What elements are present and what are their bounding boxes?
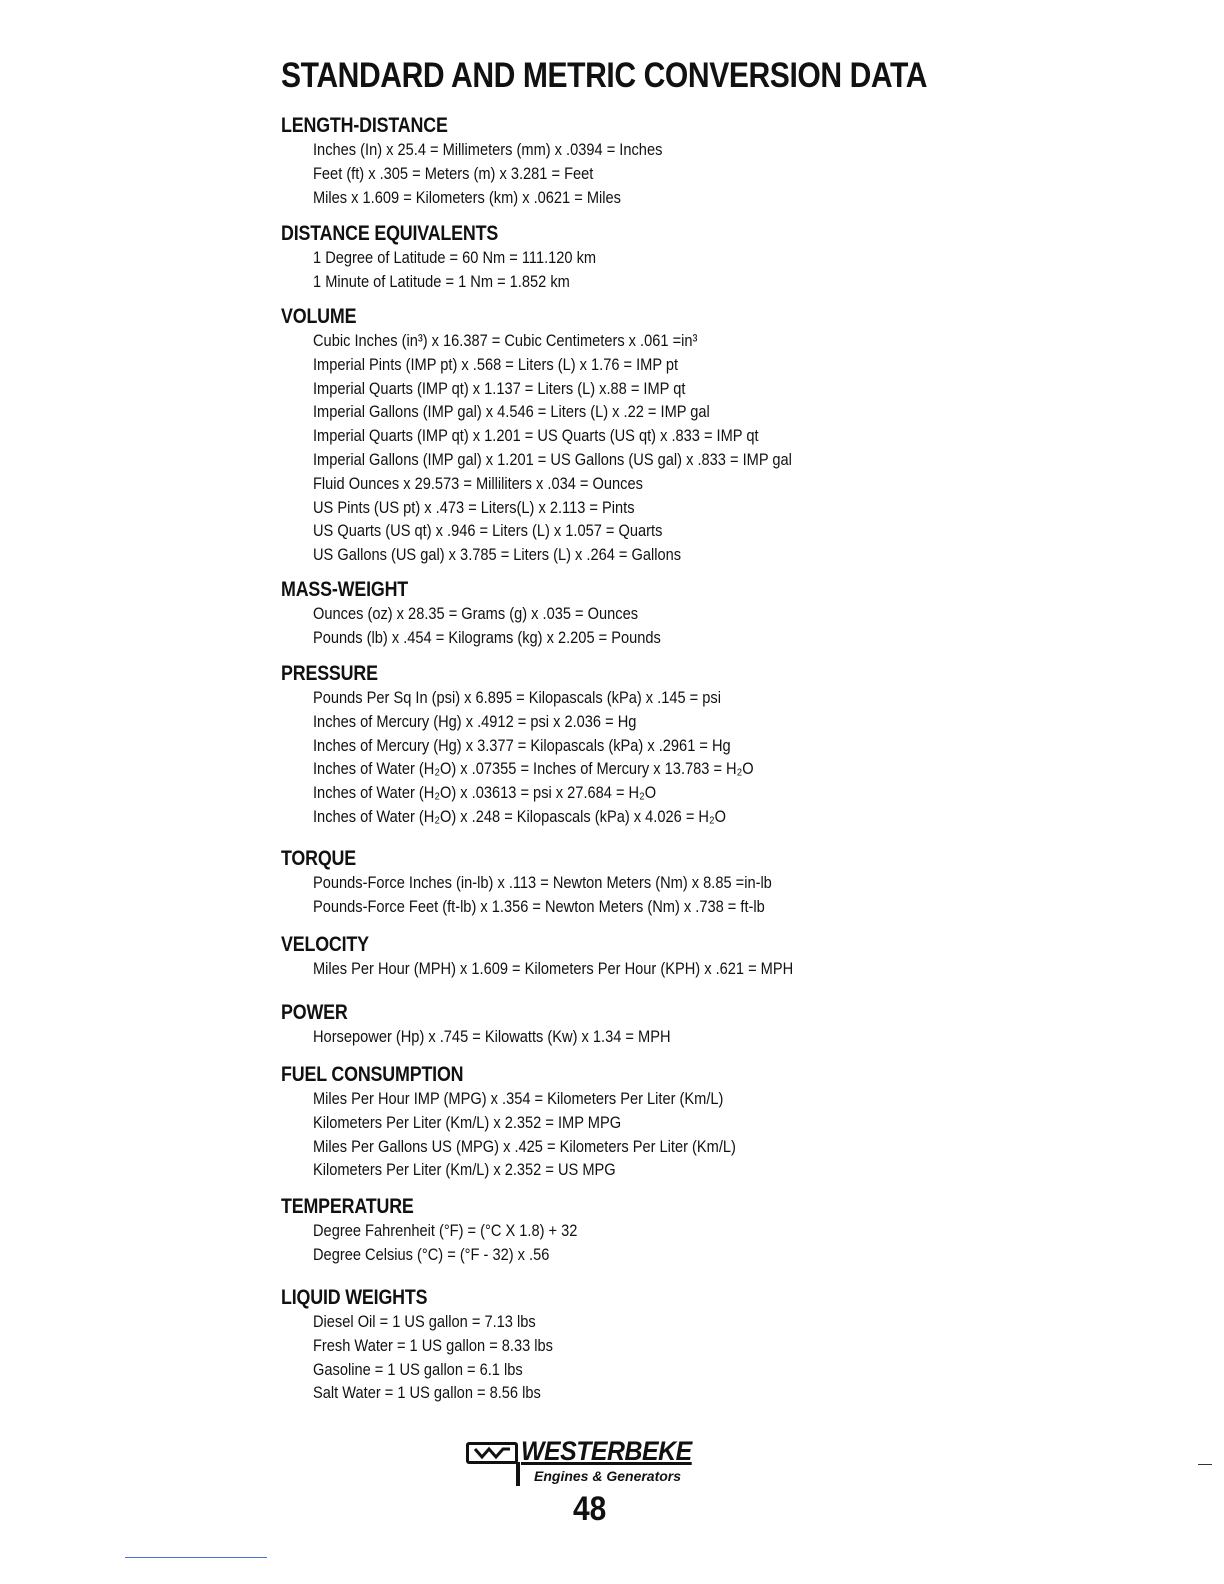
conversion-line: Feet (ft) x .305 = Meters (m) x 3.281 = Feet [313,163,594,183]
conversion-line: Inches of Water (H₂O) x .07355 = Inches of Mercury x 13.783 = H₂O [313,759,754,779]
conversion-line: Imperial Gallons (IMP gal) x 1.201 = US Gallons (US gal) x .833 = IMP gal [313,449,792,469]
conversion-line: Miles Per Gallons US (MPG) x .425 = Kilometers Per Liter (Km/L) [313,1136,736,1156]
conversion-line: US Gallons (US gal) x 3.785 = Liters (L) x .264 = Gallons [313,545,682,565]
conversion-line: Cubic Inches (in³) x 16.387 = Cubic Centimeters x .061 =in³ [313,331,698,350]
section-power [281,1001,1161,1049]
conversion-line: Ounces (oz) x 28.35 = Grams (g) x .035 = Ounces [313,604,639,623]
conversion-line: Horsepower (Hp) x .745 = Kilowatts (Kw) x 1.34 = MPH [313,1027,671,1046]
logo-stem [516,1462,520,1486]
conversion-list [281,138,1161,209]
section-pressure [281,662,1161,829]
section-volume [281,305,1161,567]
logo-tagline: Engines & Generators [534,1468,682,1484]
conversion-line: Imperial Pints (IMP pt) x .568 = Liters (L) x 1.76 = IMP pt [313,354,679,374]
conversion-line: Inches (In) x 25.4 = Millimeters (mm) x .0394 = Inches [313,140,663,159]
section-heading: LENGTH-DISTANCE [281,114,448,137]
conversion-list [281,957,1161,981]
conversion-list [281,871,1161,919]
section-heading: DISTANCE EQUIVALENTS [281,222,499,245]
section-length-distance [281,114,1161,209]
section-heading: VOLUME [281,305,357,328]
section-heading: VELOCITY [281,933,369,956]
conversion-list [281,329,1161,567]
section-fuel-consumption [281,1063,1161,1182]
section-torque [281,847,1161,919]
conversion-list [281,1310,1161,1405]
conversion-list [281,246,1161,294]
conversion-line: Degree Celsius (°C) = (°F - 32) x .56 [313,1244,550,1264]
section-mass-weight [281,578,1161,650]
conversion-line: Inches of Mercury (Hg) x 3.377 = Kilopascals (kPa) x .2961 = Hg [313,735,731,755]
logo-emblem-icon [466,1442,518,1464]
conversion-line: Pounds-Force Inches (in-lb) x .113 = Newton Meters (Nm) x 8.85 =in-lb [313,873,772,892]
section-velocity [281,933,1161,981]
conversion-line: Degree Fahrenheit (°F) = (°C X 1.8) + 32 [313,1221,578,1240]
conversion-list [281,686,1161,829]
footer-rule [125,1557,267,1558]
conversion-line: Imperial Quarts (IMP qt) x 1.137 = Liters (L) x.88 = IMP qt [313,378,686,398]
conversion-line: US Quarts (US qt) x .946 = Liters (L) x 1.057 = Quarts [313,521,663,541]
westerbeke-logo [466,1436,726,1492]
conversion-line: Fluid Ounces x 29.573 = Milliliters x .034 = Ounces [313,473,643,493]
section-heading: FUEL CONSUMPTION [281,1063,464,1086]
conversion-line: Pounds-Force Feet (ft-lb) x 1.356 = Newton Meters (Nm) x .738 = ft-lb [313,896,765,916]
conversion-list [281,1025,1161,1049]
conversion-list [281,602,1161,650]
section-heading: MASS-WEIGHT [281,578,409,601]
conversion-list [281,1087,1161,1182]
conversion-line: Kilometers Per Liter (Km/L) x 2.352 = IMP MPG [313,1112,622,1132]
section-distance-equivalents [281,222,1161,294]
conversion-line: Fresh Water = 1 US gallon = 8.33 lbs [313,1335,554,1355]
conversion-line: Miles Per Hour (MPH) x 1.609 = Kilometers Per Hour (KPH) x .621 = MPH [313,959,794,978]
section-heading: LIQUID WEIGHTS [281,1286,428,1309]
conversion-line: Imperial Quarts (IMP qt) x 1.201 = US Quarts (US qt) x .833 = IMP qt [313,426,759,446]
page-number: 48 [573,1490,607,1528]
conversion-list [281,1219,1161,1267]
conversion-line: Pounds Per Sq In (psi) x 6.895 = Kilopascals (kPa) x .145 = psi [313,688,721,707]
page-title: STANDARD AND METRIC CONVERSION DATA [281,56,928,95]
conversion-line: Inches of Mercury (Hg) x .4912 = psi x 2.036 = Hg [313,711,637,731]
conversion-line: Salt Water = 1 US gallon = 8.56 lbs [313,1383,541,1403]
edge-mark [1198,1464,1212,1465]
conversion-line: Inches of Water (H₂O) x .248 = Kilopascals (kPa) x 4.026 = H₂O [313,806,727,826]
conversion-line: Gasoline = 1 US gallon = 6.1 lbs [313,1359,523,1379]
conversion-line: 1 Degree of Latitude = 60 Nm = 111.120 km [313,248,597,267]
conversion-line: Imperial Gallons (IMP gal) x 4.546 = Liters (L) x .22 = IMP gal [313,402,710,422]
conversion-line: Inches of Water (H₂O) x .03613 = psi x 27.684 = H₂O [313,783,657,803]
section-heading: TEMPERATURE [281,1195,414,1218]
logo-brand-name: WESTERBEKE [521,1436,692,1466]
conversion-line: Miles x 1.609 = Kilometers (km) x .0621 = Miles [313,187,621,207]
section-liquid-weights [281,1286,1161,1405]
conversion-line: Kilometers Per Liter (Km/L) x 2.352 = US MPG [313,1160,616,1180]
conversion-line: Miles Per Hour IMP (MPG) x .354 = Kilometers Per Liter (Km/L) [313,1089,724,1108]
section-temperature [281,1195,1161,1267]
conversion-line: US Pints (US pt) x .473 = Liters(L) x 2.113 = Pints [313,497,635,517]
conversion-line: Pounds (lb) x .454 = Kilograms (kg) x 2.205 = Pounds [313,627,661,647]
conversion-line: Diesel Oil = 1 US gallon = 7.13 lbs [313,1312,536,1331]
section-heading: TORQUE [281,847,357,870]
conversion-line: 1 Minute of Latitude = 1 Nm = 1.852 km [313,271,570,291]
section-heading: POWER [281,1001,348,1024]
section-heading: PRESSURE [281,662,378,685]
